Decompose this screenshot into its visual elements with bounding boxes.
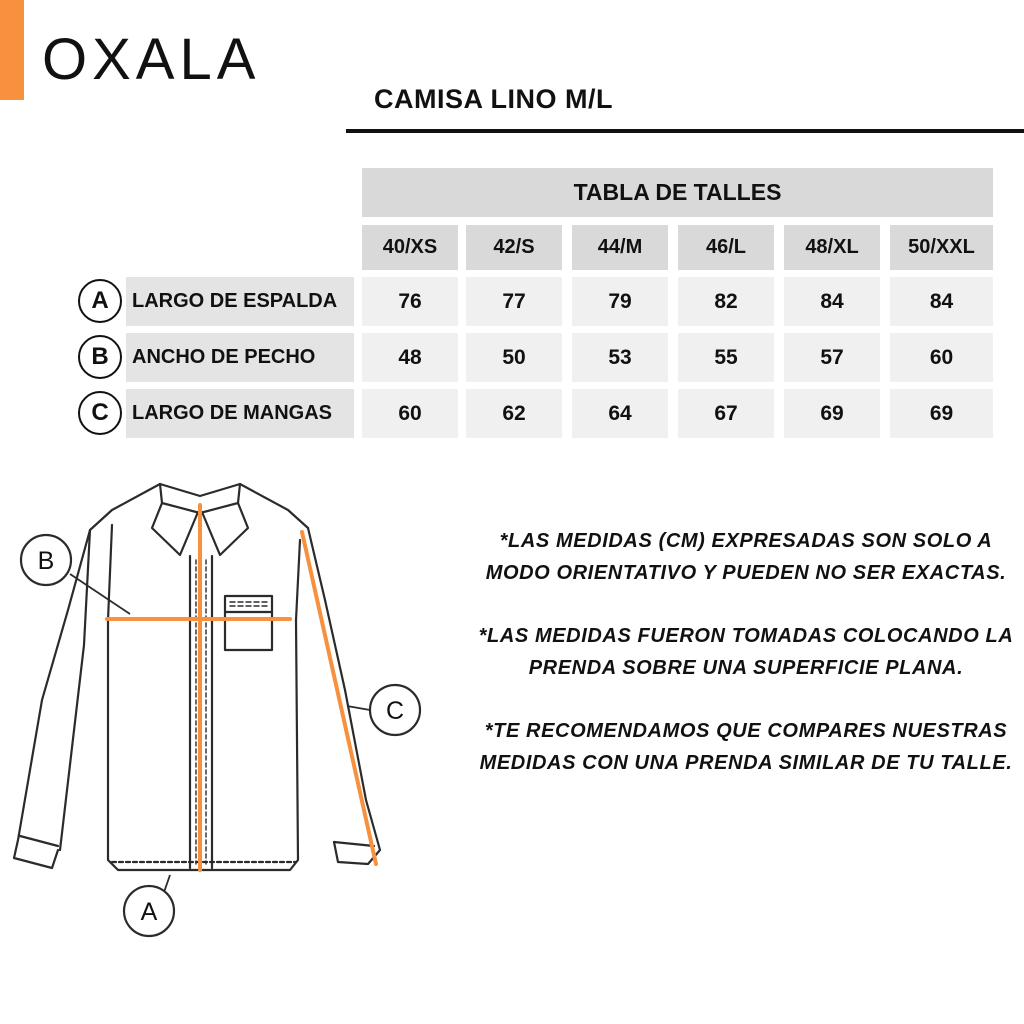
table-cell: 84 [784, 277, 880, 326]
table-cell: 82 [678, 277, 774, 326]
note-compare: *TE RECOMENDAMOS QUE COMPARES NUESTRAS MEDIDAS CON UNA PRENDA SIMILAR DE TU TALLE. [479, 720, 1013, 774]
measurement-lines [107, 505, 376, 870]
table-cell: 76 [362, 277, 458, 326]
table-cell: 53 [572, 333, 668, 382]
brand-accent-bar [0, 0, 24, 100]
shirt-diagram [0, 470, 470, 950]
table-cell: 62 [466, 389, 562, 438]
diagram-label-b: B [37, 547, 55, 575]
table-cell: 64 [572, 389, 668, 438]
label-b-circle [21, 535, 71, 585]
size-header-l: 46/L [678, 225, 774, 270]
size-header-s: 42/S [466, 225, 562, 270]
note-orientative: *LAS MEDIDAS (CM) EXPRESADAS SON SOLO A MODO ORIENTATIVO Y PUEDEN NO SER EXACTAS. [485, 530, 1007, 584]
row-label-ancho-pecho: ANCHO DE PECHO [126, 333, 354, 382]
table-cell: 48 [362, 333, 458, 382]
row-label-largo-mangas: LARGO DE MANGAS [126, 389, 354, 438]
table-cell: 55 [678, 333, 774, 382]
table-cell: 50 [466, 333, 562, 382]
size-header-m: 44/M [572, 225, 668, 270]
table-cell: 69 [890, 389, 993, 438]
product-title: CAMISA LINO M/L [374, 84, 613, 114]
table-cell: 67 [678, 389, 774, 438]
brand-logo: OXALA [42, 27, 261, 92]
title-divider [346, 129, 1024, 133]
table-cell: 60 [890, 333, 993, 382]
table-cell: 84 [890, 277, 993, 326]
row-badge-a: A [78, 279, 122, 323]
size-header-xl: 48/XL [784, 225, 880, 270]
row-label-largo-espalda: LARGO DE ESPALDA [126, 277, 354, 326]
table-title: TABLA DE TALLES [362, 168, 993, 217]
table-cell: 79 [572, 277, 668, 326]
row-badge-b: B [78, 335, 122, 379]
diagram-label-c: C [385, 697, 405, 725]
measure-line-c [302, 532, 376, 864]
size-header-xxl: 50/XXL [890, 225, 993, 270]
measurement-notes [476, 525, 1016, 810]
table-cell: 77 [466, 277, 562, 326]
row-badge-c: C [78, 391, 122, 435]
shirt-outline-icon [14, 484, 380, 870]
table-cell: 69 [784, 389, 880, 438]
table-cell: 57 [784, 333, 880, 382]
note-flat-surface: *LAS MEDIDAS FUERON TOMADAS COLOCANDO LA PRENDA SOBRE UNA SUPERFICIE PLANA. [478, 625, 1014, 679]
diagram-label-a: A [140, 898, 158, 926]
size-header-xs: 40/XS [362, 225, 458, 270]
label-c-circle [370, 685, 420, 735]
label-a-circle [124, 886, 174, 936]
table-cell: 60 [362, 389, 458, 438]
